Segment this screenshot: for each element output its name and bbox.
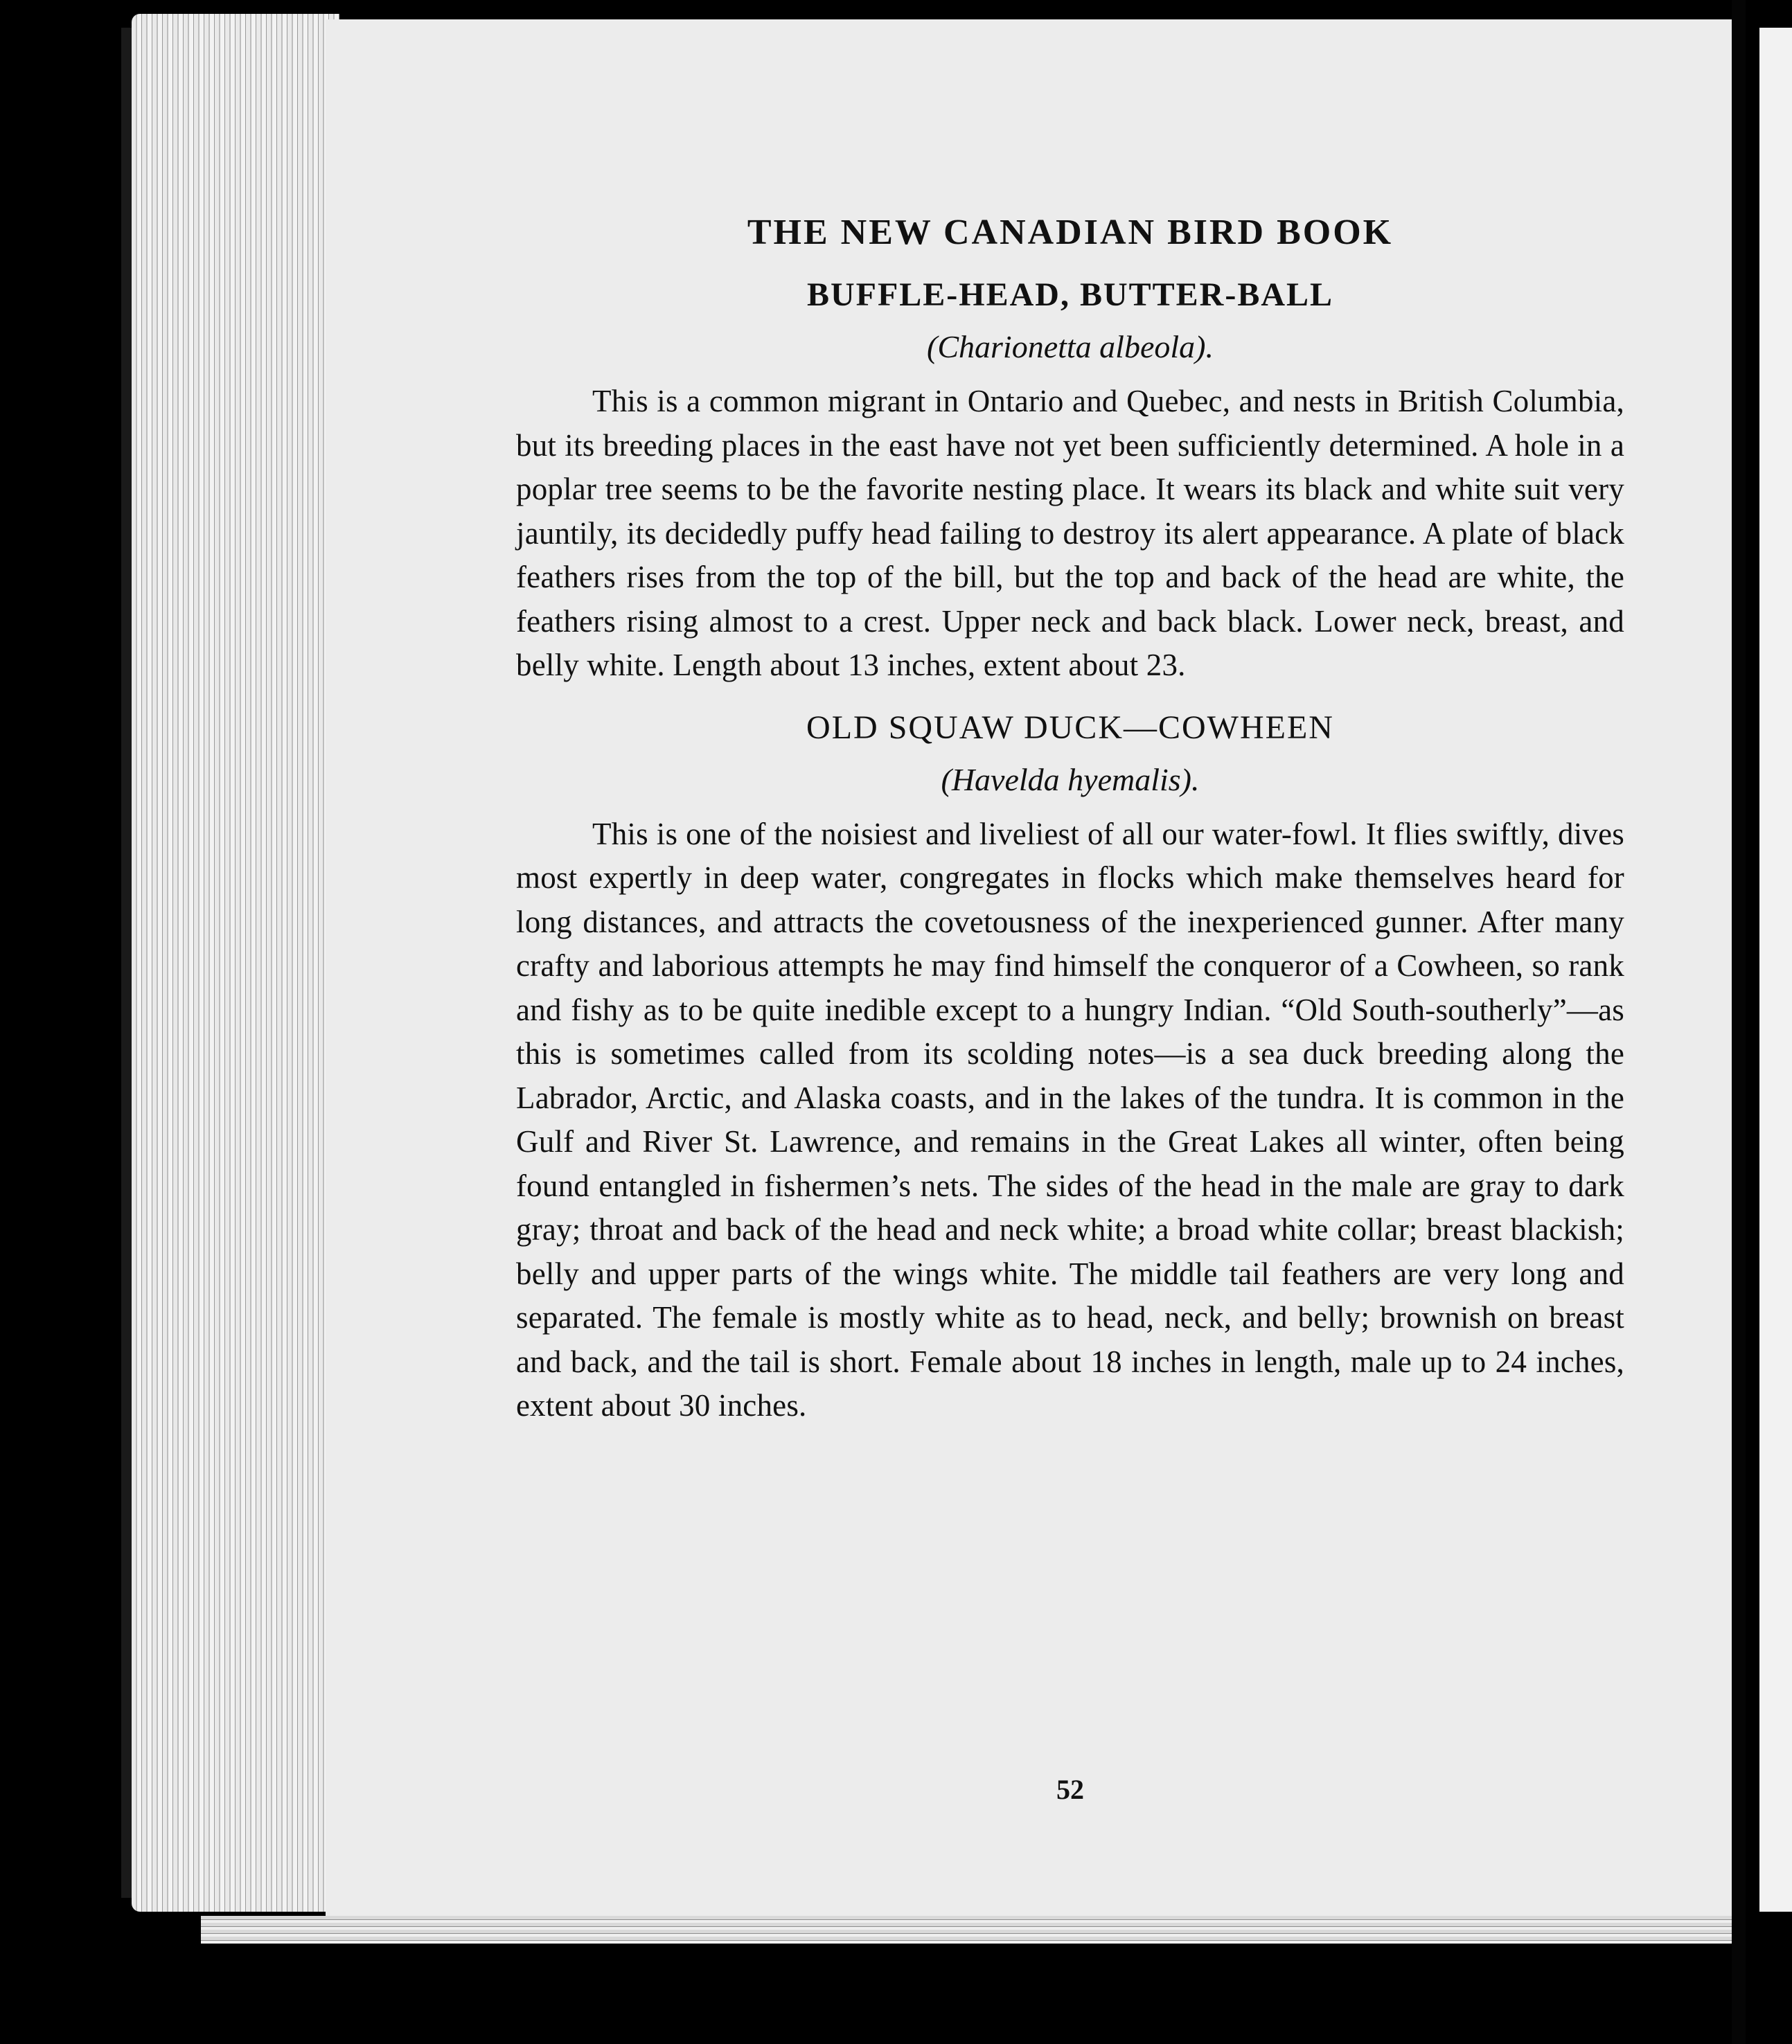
page-bottom-edges bbox=[201, 1916, 1735, 1944]
section-buffle-head bbox=[516, 278, 1624, 688]
section-title: BUFFLE-HEAD, BUTTER-BALL bbox=[806, 276, 1334, 313]
section-old-squaw bbox=[516, 711, 1624, 1428]
page-number: 52 bbox=[1056, 1774, 1084, 1805]
section-body: This is a common migrant in Ontario and Quebec, and nests in British Columbia, but its breeding places in the east have not yet been sufficiently determined. A hole in a poplar tree seems to be the favorite nesting place. It wears its black and white suit very jauntily, its decidedly puffy head failing to destroy its alert appearance. A plate of black feathers rises from the top of the bill, but the top and back of the head are white, the feathers rising almost to a crest. Upper neck and back black. Lower neck, breast, and belly white. Length about 13 inches, extent about 23. bbox=[516, 384, 1624, 682]
section-title: OLD SQUAW DUCK—COWHEEN bbox=[806, 709, 1334, 746]
latin-name: (Havelda hyemalis). bbox=[941, 761, 1200, 797]
running-head: THE NEW CANADIAN BIRD BOOK bbox=[747, 213, 1394, 252]
section-body: This is one of the noisiest and liveliest of all our water-fowl. It flies swiftly, dives most expertly in deep water, congregates in flocks which make themselves heard for long distances, and attracts the covetousness of the inexperienced gunner. After many crafty and laborious attempts he may find himself the conqueror of a Cowheen, so rank and fishy as to be quite inedible except to a hungry Indian. “Old South-southerly”—as this is sometimes called from its scolding notes—is a sea duck breeding along the Labrador, Arctic, and Alaska coasts, and in the lakes of the tundra. It is common in the Gulf and River St. Lawrence, and remains in the Great Lakes all winter, often being found entangled in fishermen’s nets. The sides of the head in the male are gray to dark gray; throat and back of the head and neck white; a broad white collar; breast blackish; belly and upper parts of the wings white. The middle tail feathers are very long and separated. The female is mostly white as to head, neck, and belly; brownish on breast and back, and the tail is short. Female about 18 inches in length, male up to 24 inches, extent about 30 inches. bbox=[516, 816, 1624, 1423]
latin-name: (Charionetta albeola). bbox=[927, 329, 1214, 364]
scan-border bbox=[1732, 0, 1746, 2044]
page-content bbox=[516, 213, 1624, 1805]
next-page-strip bbox=[1759, 28, 1792, 1912]
page-edges bbox=[132, 14, 339, 1912]
